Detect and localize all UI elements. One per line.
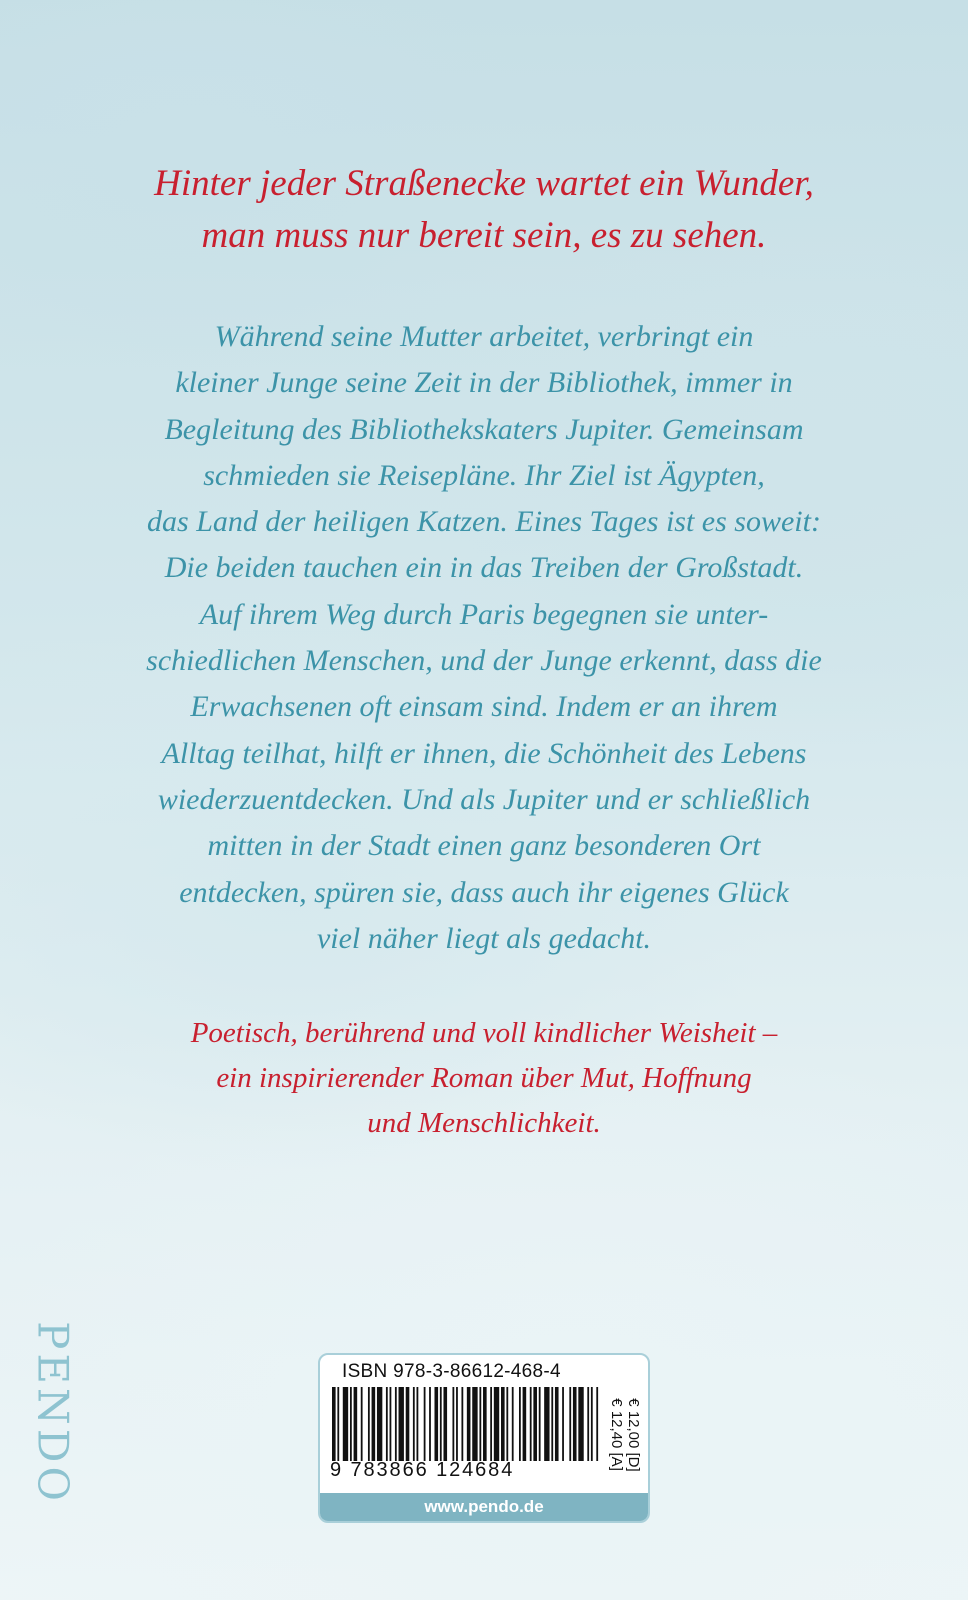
price-block: [608, 1389, 642, 1481]
blurb-line: Begleitung des Bibliothekskaters Jupiter. Gemeinsam: [164, 412, 804, 446]
blurb-line: Während seine Mutter arbeitet, verbringt ein: [214, 320, 754, 353]
blurb-line: Auf ihrem Weg durch Paris begegnen sie unter-: [199, 597, 769, 631]
blurb-line: Alltag teilhat, hilft er ihnen, die Schönheit des Lebens: [161, 736, 807, 770]
barcode-bar: [501, 1387, 505, 1461]
website-bar: [320, 1493, 648, 1521]
barcode-bar: [461, 1387, 463, 1461]
isbn-label: ISBN 978-3-86612-468-4: [342, 1361, 561, 1382]
barcode-bar: [483, 1387, 487, 1461]
tagline-line-2: ein inspirierender Roman über Mut, Hoffnung: [216, 1062, 752, 1094]
publisher-logo: [26, 1318, 80, 1508]
barcode-bar: [395, 1387, 397, 1461]
barcode-bar: [523, 1387, 527, 1461]
barcode-bar: [587, 1387, 589, 1461]
barcode-bar: [519, 1387, 521, 1461]
barcode-bar: [361, 1387, 363, 1461]
blurb-paragraph: [0, 314, 968, 962]
blurb-line: Die beiden tauchen ein in das Treiben der Großstadt.: [164, 551, 804, 585]
blurb-line: schmieden sie Reisepläne. Ihr Ziel ist Ägypten,: [203, 458, 765, 492]
barcode-bar: [443, 1387, 447, 1461]
barcode-bar: [429, 1387, 431, 1461]
tagline: [0, 1011, 968, 1146]
barcode-bars: [328, 1387, 604, 1461]
price-at: € 12,40 [A]: [608, 1398, 625, 1471]
barcode-bar: [596, 1387, 598, 1461]
blurb-line: Erwachsenen oft einsam sind. Indem er an ihrem: [190, 690, 778, 724]
barcode-bar: [467, 1387, 471, 1461]
price-de: € 12,00 [D]: [625, 1398, 642, 1472]
barcode-bar: [573, 1387, 577, 1461]
barcode-bar: [350, 1387, 352, 1461]
blurb-line: das Land der heiligen Katzen. Eines Tages ist es soweit:: [147, 505, 821, 539]
barcode-bar: [354, 1387, 358, 1461]
headline: [0, 158, 968, 262]
barcode-bar: [512, 1387, 514, 1461]
barcode-bar: [399, 1387, 404, 1461]
barcode-bar: [506, 1387, 508, 1461]
barcode-bar: [578, 1387, 583, 1461]
barcode-bar: [440, 1387, 442, 1461]
barcode-bar: [377, 1387, 382, 1461]
barcode-bar: [530, 1387, 532, 1461]
ean-digits: 9 783866 124684: [330, 1459, 515, 1481]
barcode-bar: [413, 1387, 415, 1461]
blurb-line: entdecken, spüren sie, dass auch ihr eigenes Glück: [179, 875, 789, 909]
blurb-line: kleiner Junge seine Zeit in der Bibliothek, immer in: [175, 366, 793, 400]
barcode-bar: [368, 1387, 370, 1461]
barcode-bar: [332, 1387, 336, 1461]
website-url: www.pendo.de: [424, 1497, 544, 1516]
barcode-bar: [479, 1387, 481, 1461]
blurb-line: wiederzuentdecken. Und als Jupiter und er schließlich: [157, 782, 811, 816]
barcode-bar: [386, 1387, 388, 1461]
headline-line-2: man muss nur bereit sein, es zu sehen.: [201, 215, 767, 256]
barcode-bar: [424, 1387, 426, 1461]
barcode-bar: [390, 1387, 392, 1461]
tagline-line-1: Poetisch, berührend und voll kindlicher Weisheit –: [190, 1017, 778, 1049]
barcode-box: [318, 1353, 650, 1523]
barcode-bar: [434, 1387, 438, 1461]
blurb-line: viel näher liegt als gedacht.: [316, 921, 652, 955]
barcode-bar: [452, 1387, 454, 1461]
barcode-bar: [544, 1387, 549, 1461]
barcode-bar: [337, 1387, 339, 1461]
barcode-bar: [533, 1387, 537, 1461]
headline-line-1: Hinter jeder Straßenecke wartet ein Wunder,: [154, 163, 814, 204]
barcode-bar: [456, 1387, 458, 1461]
tagline-line-3: und Menschlichkeit.: [367, 1107, 601, 1139]
barcode-bar: [372, 1387, 376, 1461]
barcode-bar: [494, 1387, 499, 1461]
barcode-bar: [551, 1387, 553, 1461]
blurb-line: schiedlichen Menschen, und der Junge erkennt, dass die: [146, 644, 822, 678]
barcode-bar: [343, 1387, 348, 1461]
barcode-bar: [490, 1387, 492, 1461]
barcode-bar: [591, 1387, 593, 1461]
barcode-bar: [562, 1387, 564, 1461]
barcode-bar: [555, 1387, 559, 1461]
barcode-bar: [569, 1387, 571, 1461]
barcode-bar: [406, 1387, 410, 1461]
barcode-bar: [417, 1387, 419, 1461]
publisher-logo-text: PENDO: [28, 1321, 78, 1505]
barcode-bar: [472, 1387, 477, 1461]
barcode-bar: [539, 1387, 541, 1461]
blurb-line: mitten in der Stadt einen ganz besonderen Ort: [207, 829, 761, 863]
